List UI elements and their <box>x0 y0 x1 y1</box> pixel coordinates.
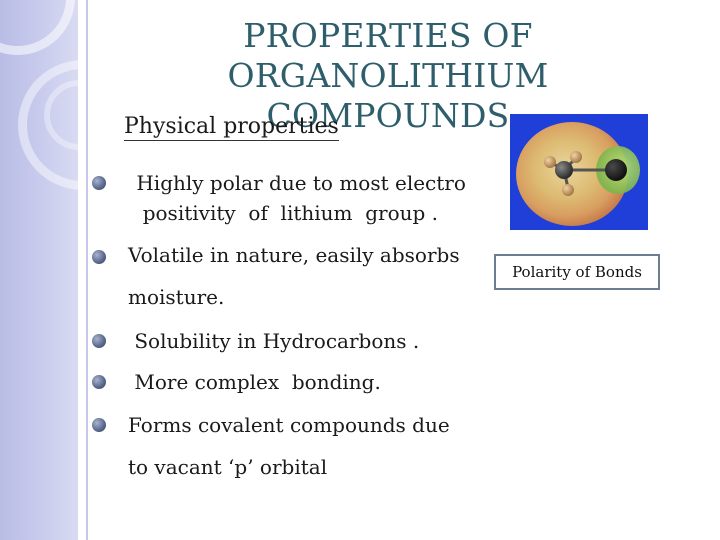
bullet-item: Solubility in Hydrocarbons . <box>128 329 420 353</box>
molecule-polarity-image <box>510 114 648 230</box>
bullet-item <box>130 168 490 228</box>
bullet-line: to vacant ‘p’ orbital <box>128 455 328 479</box>
bullet-icon <box>92 334 106 348</box>
bullet-item <box>128 410 488 482</box>
slide-title-line-1: PROPERTIES OF ORGANOLITHIUM <box>227 16 549 95</box>
bullet-line: Volatile in nature, easily absorbs <box>128 243 460 267</box>
bullet-icon <box>92 375 106 389</box>
bullet-item: More complex bonding. <box>128 370 381 394</box>
decorative-ring <box>0 0 75 55</box>
bullet-icon <box>92 418 106 432</box>
molecule-graphic <box>510 114 648 230</box>
bullet-line: positivity of lithium group . <box>130 201 439 225</box>
bullet-icon <box>92 250 106 264</box>
slide-title-line-2: COMPOUNDS <box>266 96 510 135</box>
bullet-line: Highly polar due to most electro <box>130 171 466 195</box>
bullet-item <box>128 240 488 312</box>
figure-caption: Polarity of Bonds <box>494 254 660 290</box>
bullet-line: moisture. <box>128 285 225 309</box>
section-heading: Physical properties <box>124 114 339 139</box>
bullet-icon <box>92 176 106 190</box>
bullet-line: Forms covalent compounds due <box>128 413 450 437</box>
decorative-sidebar <box>0 0 78 540</box>
